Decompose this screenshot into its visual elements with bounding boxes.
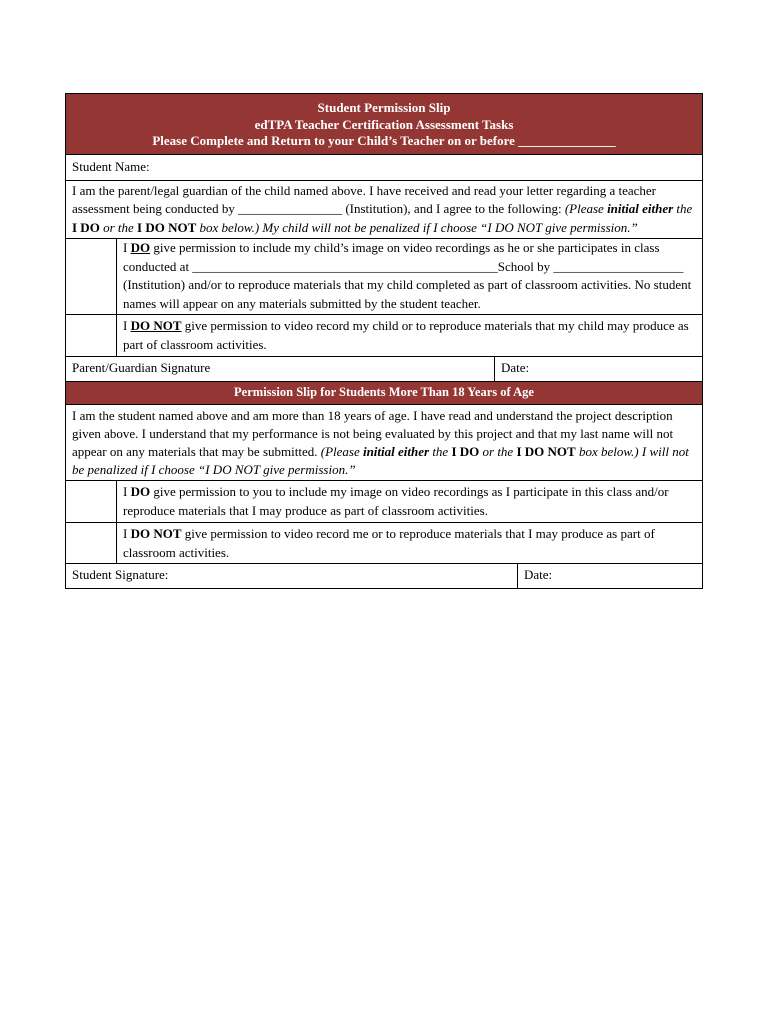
parent-do-not-text: give permission to video record my child or to reproduce materials that my child may produce as part of classroom activities.	[123, 318, 689, 352]
student-signature-row	[66, 563, 702, 588]
adult-intro-i-do-not: I DO NOT	[516, 444, 576, 459]
parent-intro-the: the	[673, 201, 693, 216]
adult-do-text-block	[117, 481, 702, 522]
parent-date-field[interactable]	[495, 357, 702, 381]
adult-intro-rest: box below.) I will not be penalized if I choose “I DO NOT give permission.”	[72, 444, 689, 477]
parent-do-not-option	[66, 314, 702, 356]
parent-signature-field[interactable]	[66, 357, 495, 381]
adult-do-not-text-block	[117, 523, 702, 563]
adult-intro-please: (Please	[320, 444, 363, 459]
permission-slip-form	[65, 93, 703, 589]
adult-intro-the: the	[429, 444, 452, 459]
parent-intro-text: I am the parent/legal guardian of the child named above. I have received and read your letter regarding a teacher assessment being conducted by ________________ (Institution), and I agree to the following:	[72, 182, 656, 216]
adult-do-option	[66, 480, 702, 522]
form-header	[66, 94, 702, 154]
adult-intro-text: I am the student named above and am more than 18 years of age. I have read and understand the project description given above. I understand that my performance is not being evaluated by this project and that my last name will not appear on any materials that may be submitted.	[72, 408, 674, 459]
student-date-field[interactable]	[518, 564, 702, 588]
parent-intro-rest: box below.) My child will not be penalized if I choose “I DO NOT give permission.”	[196, 219, 638, 235]
adult-do-keyword: DO	[130, 484, 151, 499]
parent-do-not-initial-box[interactable]	[66, 315, 117, 356]
form-title: Student Permission Slip	[317, 100, 451, 115]
adult-do-not-option	[66, 522, 702, 563]
parent-do-not-keyword: DO NOT	[130, 318, 182, 333]
adult-intro-i-do: I DO	[451, 444, 480, 459]
adult-intro-initial-either: initial either	[362, 444, 430, 459]
adult-do-not-initial-box[interactable]	[66, 523, 117, 563]
parent-do-not-text-block	[117, 315, 702, 356]
adult-do-not-prefix: I	[123, 526, 131, 541]
parent-intro-please: (Please	[564, 201, 608, 216]
adult-do-prefix: I	[123, 484, 131, 499]
section2-header	[66, 381, 702, 404]
parent-intro-i-do-not: I DO NOT	[137, 219, 197, 235]
student-name-field[interactable]	[66, 154, 702, 180]
parent-intro-paragraph	[66, 180, 702, 239]
adult-do-text: give permission to you to include my image on video recordings as I participate in this class and/or reproduce materials that I may produce as part of classroom activities.	[123, 484, 669, 518]
parent-signature-row	[66, 356, 702, 381]
adult-do-not-text: give permission to video record me or to reproduce materials that I may produce as part of classroom activities.	[123, 526, 655, 560]
parent-signature-label: Parent/Guardian Signature	[72, 360, 211, 375]
student-signature-field[interactable]	[66, 564, 518, 588]
student-signature-label: Student Signature:	[72, 567, 169, 582]
student-date-label: Date:	[524, 567, 553, 582]
parent-do-text-block	[117, 239, 702, 314]
adult-intro-paragraph	[66, 404, 702, 480]
form-subtitle: edTPA Teacher Certification Assessment Tasks	[254, 116, 514, 132]
parent-do-text: give permission to include my child’s image on video recordings as he or she participates in class conducted at _______________________________________________School by ____________________ (Institution) and/or to reproduce materials that my child completed as part of classroom activities. No student names will appear on any materials submitted by the student teacher.	[123, 240, 692, 311]
adult-do-not-keyword: DO NOT	[130, 526, 182, 541]
parent-do-option	[66, 238, 702, 314]
parent-intro-or-the: or the	[99, 219, 138, 235]
parent-intro-i-do: I DO	[72, 219, 100, 235]
student-name-label: Student Name:	[72, 158, 150, 174]
parent-do-initial-box[interactable]	[66, 239, 117, 314]
parent-date-label: Date:	[501, 360, 530, 375]
parent-do-prefix: I	[123, 240, 131, 255]
parent-intro-initial-either: initial either	[607, 201, 674, 216]
section2-title: Permission Slip for Students More Than 18 Years of Age	[234, 385, 534, 399]
parent-do-not-prefix: I	[123, 318, 131, 333]
adult-do-initial-box[interactable]	[66, 481, 117, 522]
parent-do-keyword: DO	[130, 240, 151, 255]
adult-intro-or-the: or the	[479, 444, 517, 459]
form-instruction: Please Complete and Return to your Child’s Teacher on or before _______________	[152, 133, 616, 148]
